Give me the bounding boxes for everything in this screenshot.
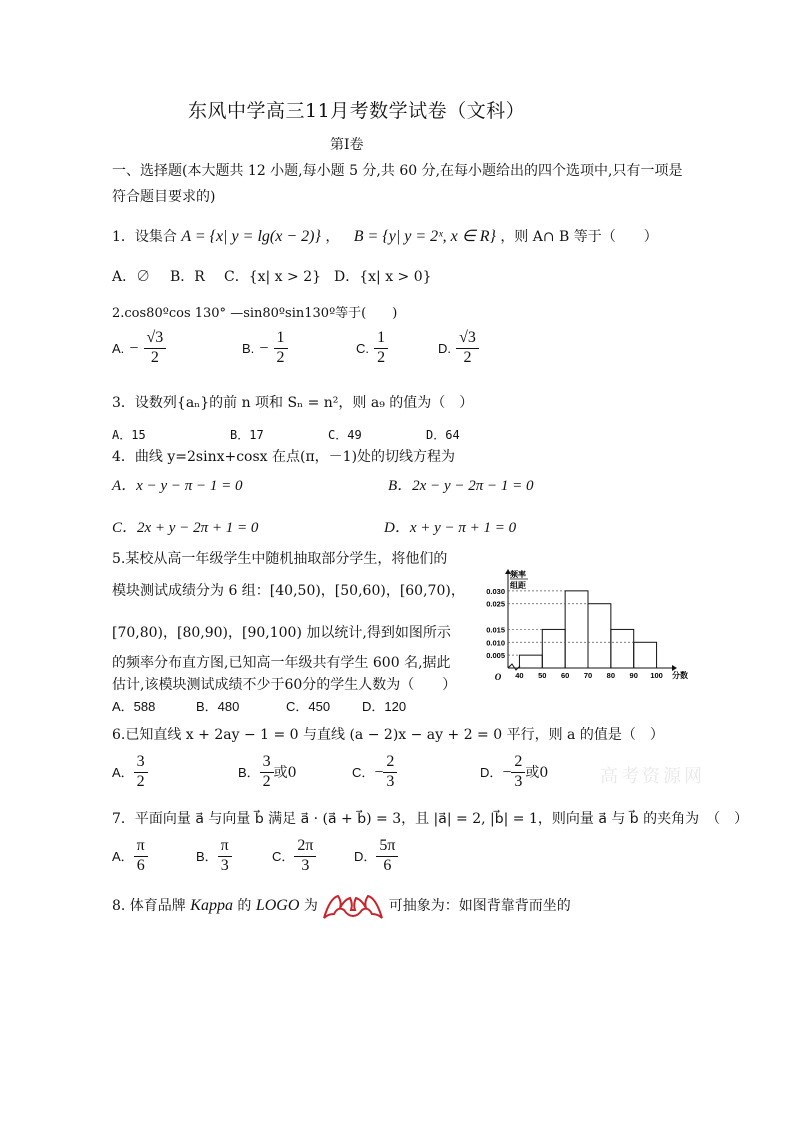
y-axis-label-top: 频率 [510, 570, 526, 579]
q6-option-b-suffix: 或0 [273, 764, 297, 781]
q6-option-a-label: A． [112, 764, 134, 780]
question-5-line2: 模块测试成绩分为 6 组：[40,50)，[50,60)，[60,70)， [112, 583, 465, 599]
question-2: 2.cos80ºcos 130° —sin80ºsin130º等于( ) [112, 306, 398, 321]
q2-option-d[interactable] [438, 330, 479, 367]
question-3: 3．设数列{aₙ}的前 n 项和 Sₙ = n²，则 a₉ 的值为（ ） [112, 395, 474, 411]
q1-tail: ，则 A∩ B 等于（ ） [500, 229, 658, 245]
q6-option-a-fraction [134, 754, 148, 791]
q8-mid: 的 [237, 898, 252, 914]
q2-option-b-num: 1 [274, 330, 288, 349]
q6-option-a-num: 3 [134, 754, 148, 773]
q2-option-d-label: D. [438, 340, 451, 356]
q6-option-b-den: 2 [262, 772, 271, 790]
x-axis-label: 分数 [672, 671, 688, 680]
kappa-logo-icon [322, 892, 384, 920]
q2-option-b-fraction [274, 330, 288, 367]
q7-option-d[interactable] [354, 838, 398, 875]
y-tick-label: 0.025 [486, 599, 505, 609]
q7-option-a[interactable] [112, 838, 148, 875]
x-tick-label: 60 [560, 671, 570, 680]
q2-option-a-num: √3 [144, 330, 167, 349]
question-7: 7．平面向量 a⃗ 与向量 b⃗ 满足 a⃗ · (a⃗ + b⃗) = 3，且 |a⃗| = 2, |b⃗| = 1，则向量 a⃗ 与 b⃗ 的夹角为 （ ） [112, 811, 749, 827]
q6-option-d-num: 2 [511, 754, 525, 773]
q4-option-d[interactable]: D．x + y − π + 1 = 0 [384, 520, 517, 536]
q8-logo-word: LOGO [255, 897, 300, 914]
q1-options [112, 266, 512, 288]
q7-option-b-den: 3 [220, 856, 229, 874]
question-5-line3: [70,80)，[80,90)，[90,100) 加以统计,得到如图所示 [112, 625, 451, 641]
q7-option-c-num: 2π [294, 838, 316, 857]
q6-option-d-den: 3 [514, 772, 523, 790]
histogram-svg [470, 568, 688, 688]
x-tick-label: 90 [629, 671, 638, 680]
q7-option-d-den: 6 [383, 856, 392, 874]
q4-option-a[interactable]: A．x − y − π − 1 = 0 [112, 478, 243, 494]
question-6: 6.已知直线 x + 2ay − 1 = 0 与直线 (a − 2)x − ay + 2 = 0 平行，则 a 的值是（ ） [112, 727, 664, 743]
x-tick-label: 80 [606, 671, 616, 680]
q6-option-a[interactable] [112, 754, 148, 791]
exam-title: 东风中学高三11月考数学试卷（文科） [188, 100, 526, 122]
q2-option-b-sign: − [259, 339, 269, 357]
q2-option-c[interactable] [356, 330, 388, 367]
axis-break [508, 664, 520, 670]
y-tick-label: 0.010 [486, 638, 505, 648]
q8-prefix: 8. 体育品牌 [112, 898, 186, 914]
q7-option-d-fraction [376, 838, 398, 875]
q2-options [112, 330, 532, 374]
q2-option-b[interactable] [242, 330, 288, 367]
q7-option-b-num: π [218, 838, 232, 857]
q1-option-b[interactable]: B．R [170, 269, 205, 285]
section-heading-line1: 一、选择题(本大题共 12 小题,每小题 5 分,共 60 分,在每小题给出的四个选项中,只有一项是 [112, 163, 683, 179]
q3-options [112, 426, 492, 444]
q6-option-d-label: D． [480, 764, 503, 780]
y-tick-label: 0.005 [486, 651, 505, 661]
q6-option-b[interactable] [238, 754, 297, 791]
q2-option-d-fraction [456, 330, 479, 367]
frequency-histogram [470, 568, 688, 688]
q6-option-d-sign: − [502, 763, 512, 781]
q6-option-c-label: C． [352, 764, 375, 780]
y-tick-label: 0.015 [486, 625, 505, 635]
histogram-bar [565, 591, 588, 668]
q1-set-b: B = {y| y = 2ˣ, x ∈ R} [353, 228, 496, 245]
q2-option-a[interactable] [112, 330, 166, 367]
q7-option-b[interactable] [196, 838, 232, 875]
x-tick-label: 50 [538, 671, 547, 680]
q6-option-d-suffix: 或0 [525, 764, 549, 781]
q6-option-c-den: 3 [386, 772, 395, 790]
q6-option-b-fraction [260, 754, 274, 791]
q7-option-d-num: 5π [376, 838, 398, 857]
q6-option-d[interactable] [480, 754, 548, 791]
q3-option-c[interactable]: C．49 [328, 428, 362, 442]
q6-option-a-den: 2 [136, 772, 145, 790]
q2-option-d-num: √3 [456, 330, 479, 349]
x-tick-label: 100 [650, 671, 663, 680]
histogram-bar [542, 629, 565, 668]
q5-options [112, 696, 452, 714]
q2-option-c-fraction [374, 330, 388, 367]
histogram-bar [588, 604, 611, 668]
q7-option-d-label: D． [354, 848, 377, 864]
q4-option-c[interactable]: C．2x + y − 2π + 1 = 0 [112, 520, 259, 536]
q8-brand: Kappa [190, 897, 233, 914]
q2-option-a-den: 2 [150, 348, 159, 366]
q2-option-c-den: 2 [377, 348, 386, 366]
q7-option-c-den: 3 [301, 856, 310, 874]
q2-option-a-fraction [144, 330, 167, 367]
q2-option-b-den: 2 [276, 348, 285, 366]
origin-label: O [494, 672, 502, 682]
q2-option-d-den: 2 [463, 348, 472, 366]
histogram-bar [611, 629, 634, 668]
question-1 [112, 226, 658, 246]
q7-option-c-label: C． [272, 848, 295, 864]
q2-option-c-label: C. [356, 340, 369, 356]
q7-option-b-fraction [218, 838, 232, 875]
q3-option-b[interactable]: B．17 [230, 428, 264, 442]
q5-option-a[interactable]: A．588 [112, 699, 156, 714]
q4-options [112, 474, 552, 538]
q1-option-c[interactable]: C．{x| x > 2} [224, 269, 322, 285]
q6-options [112, 754, 572, 798]
q7-option-a-num: π [134, 838, 148, 857]
q1-number: 1．设集合 [112, 229, 177, 245]
y-tick-label: 0.030 [486, 586, 505, 596]
question-5-line1: 5.某校从高一年级学生中随机抽取部分学生，将他们的 [112, 551, 448, 567]
x-tick-label: 40 [515, 671, 524, 680]
volume-label: 第Ⅰ卷 [330, 137, 364, 153]
section-heading-line2: 符合题目要求的) [112, 189, 216, 205]
q1-option-a[interactable]: A．∅ [112, 269, 151, 285]
watermark-text: 高考资源网 [600, 766, 705, 787]
question-4: 4．曲线 y=2sinx+cosx 在点(π，－1)处的切线方程为 [112, 449, 456, 465]
question-8 [112, 892, 571, 920]
q2-option-c-num: 1 [374, 330, 388, 349]
q8-suffix: 可抽象为：如图背靠背而坐的 [388, 898, 571, 914]
q7-option-b-label: B． [196, 848, 218, 864]
x-tick-label: 70 [583, 671, 593, 680]
q5-option-b[interactable]: B．480 [196, 699, 240, 714]
q6-option-c[interactable] [352, 754, 397, 791]
q5-option-c[interactable]: C．450 [286, 699, 331, 714]
q2-option-a-label: A. [112, 340, 125, 356]
q1-comma: ， [325, 229, 340, 245]
q6-option-c-fraction [383, 754, 397, 791]
q7-option-a-label: A． [112, 848, 134, 864]
q4-option-b[interactable]: B．2x − y − 2π − 1 = 0 [388, 478, 534, 494]
question-5-line4: 的频率分布直方图,已知高一年级共有学生 600 名,据此 [112, 655, 451, 671]
q7-options [112, 838, 412, 882]
q7-option-a-den: 6 [136, 856, 145, 874]
q3-option-d[interactable]: D．64 [426, 428, 460, 442]
histogram-bar [519, 655, 542, 668]
q1-set-a: A = {x| y = lg(x − 2)} [181, 228, 321, 245]
q6-option-d-fraction [511, 754, 525, 791]
q6-option-b-num: 3 [260, 754, 274, 773]
q6-option-c-num: 2 [383, 754, 397, 773]
q2-option-b-label: B. [242, 340, 255, 356]
q7-option-c-fraction [294, 838, 316, 875]
q7-option-a-fraction [134, 838, 148, 875]
question-5-line5: 估计,该模块测试成绩不少于60分的学生人数为（ ） [112, 677, 457, 693]
q6-option-c-sign: − [374, 763, 384, 781]
q6-option-b-label: B． [238, 764, 260, 780]
y-axis-label-bottom: 组距 [510, 581, 526, 590]
q3-option-a[interactable]: A．15 [112, 428, 146, 442]
q5-option-d[interactable]: D．120 [362, 699, 407, 714]
q2-option-a-sign: − [129, 339, 139, 357]
q7-option-c[interactable] [272, 838, 316, 875]
q1-option-d[interactable]: D．{x| x > 0} [334, 269, 432, 285]
histogram-bar [634, 642, 657, 668]
q8-mid2: 为 [303, 898, 318, 914]
